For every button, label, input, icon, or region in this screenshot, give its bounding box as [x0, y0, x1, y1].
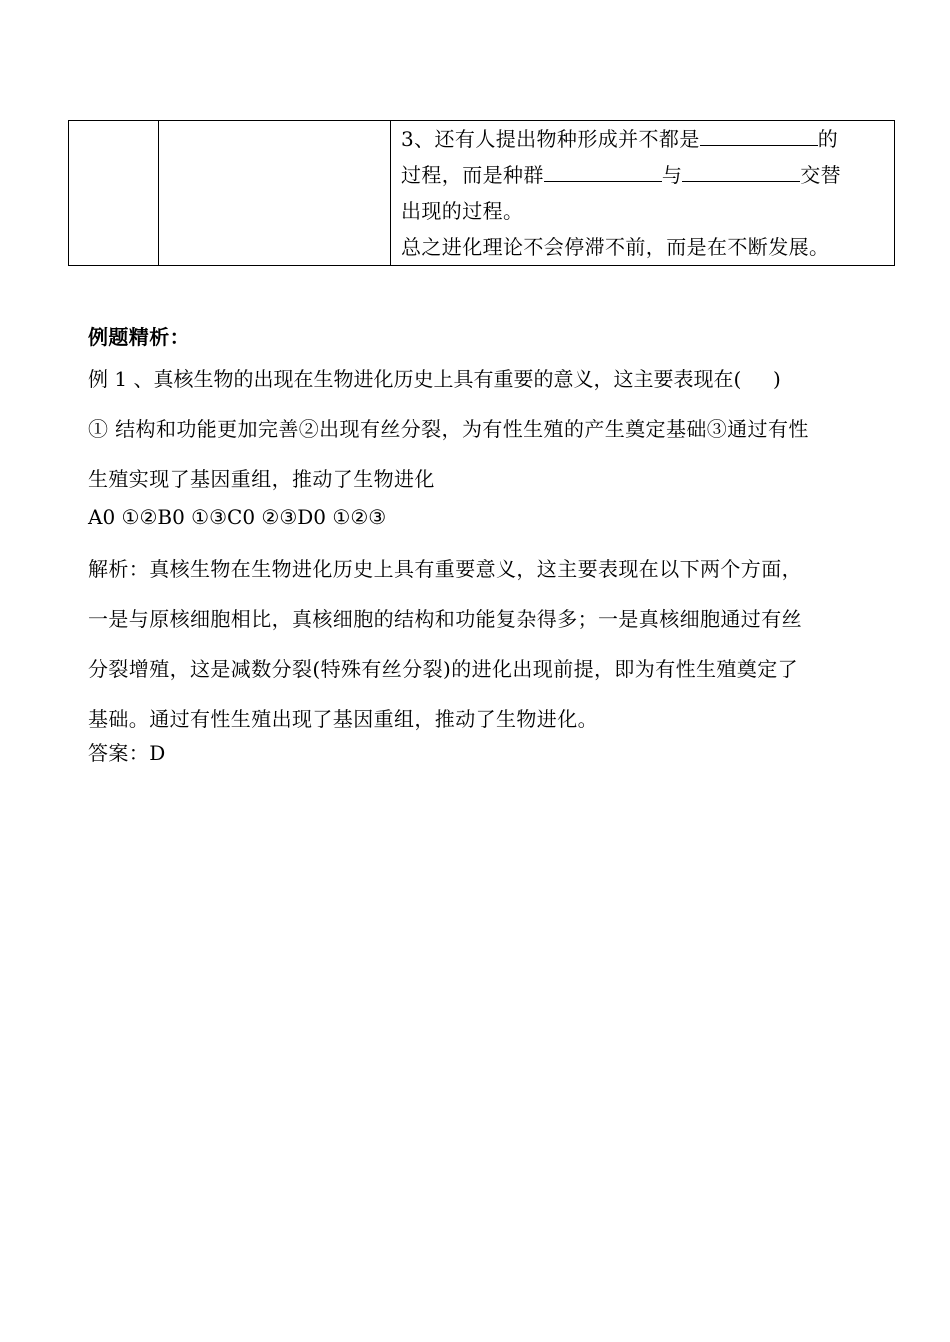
analysis-line-4: 基础。通过有性生殖出现了基因重组，推动了生物进化。 — [88, 707, 598, 731]
fill-in-blank — [682, 161, 800, 182]
fill-in-blank — [700, 125, 818, 146]
notes-table — [68, 120, 895, 266]
question-options — [88, 502, 878, 532]
cell-line-1 — [401, 121, 886, 157]
analysis-line-2: 一是与原核细胞相比，真核细胞的结构和功能复杂得多；一是真核细胞通过有丝 — [88, 607, 802, 631]
table-cell-empty-2 — [159, 121, 391, 266]
cell-text: 3、还有人提出物种形成并不都是 — [401, 127, 700, 151]
answer-line: 答案：D — [88, 741, 166, 765]
table-cell-empty-1 — [69, 121, 159, 266]
question-items-line-1: ① 结构和功能更加完善②出现有丝分裂，为有性生殖的产生奠定基础③通过有性 — [88, 417, 809, 441]
question-options-text: A0 ①②B0 ①③C0 ②③D0 ①②③ — [88, 505, 387, 529]
analysis-line-3: 分裂增殖，这是减数分裂(特殊有丝分裂)的进化出现前提，即为有性生殖奠定了 — [88, 657, 799, 681]
question-stem — [88, 364, 878, 394]
table-cell-content — [391, 121, 895, 266]
analysis-paragraph — [88, 544, 878, 744]
cell-line-4: 总之进化理论不会停滞不前，而是在不断发展。 — [401, 235, 830, 259]
cell-text: 过程，而是种群 — [401, 163, 544, 187]
question-items — [88, 404, 878, 504]
section-heading: 例题精析： — [88, 325, 190, 349]
question-items-line-2: 生殖实现了基因重组，推动了生物进化 — [88, 467, 435, 491]
cell-text: 与 — [661, 163, 683, 187]
cell-line-2 — [401, 157, 886, 193]
table-row — [69, 121, 895, 266]
cell-text: 的 — [817, 127, 839, 151]
question-stem-text: 例 1 、真核生物的出现在生物进化历史上具有重要的意义，这主要表现在( ) — [88, 367, 781, 391]
cell-line-3: 出现的过程。 — [401, 199, 524, 223]
analysis-line-1: 解析：真核生物在生物进化历史上具有重要意义，这主要表现在以下两个方面， — [88, 557, 802, 581]
cell-text: 交替 — [800, 163, 842, 187]
fill-in-blank — [544, 161, 662, 182]
